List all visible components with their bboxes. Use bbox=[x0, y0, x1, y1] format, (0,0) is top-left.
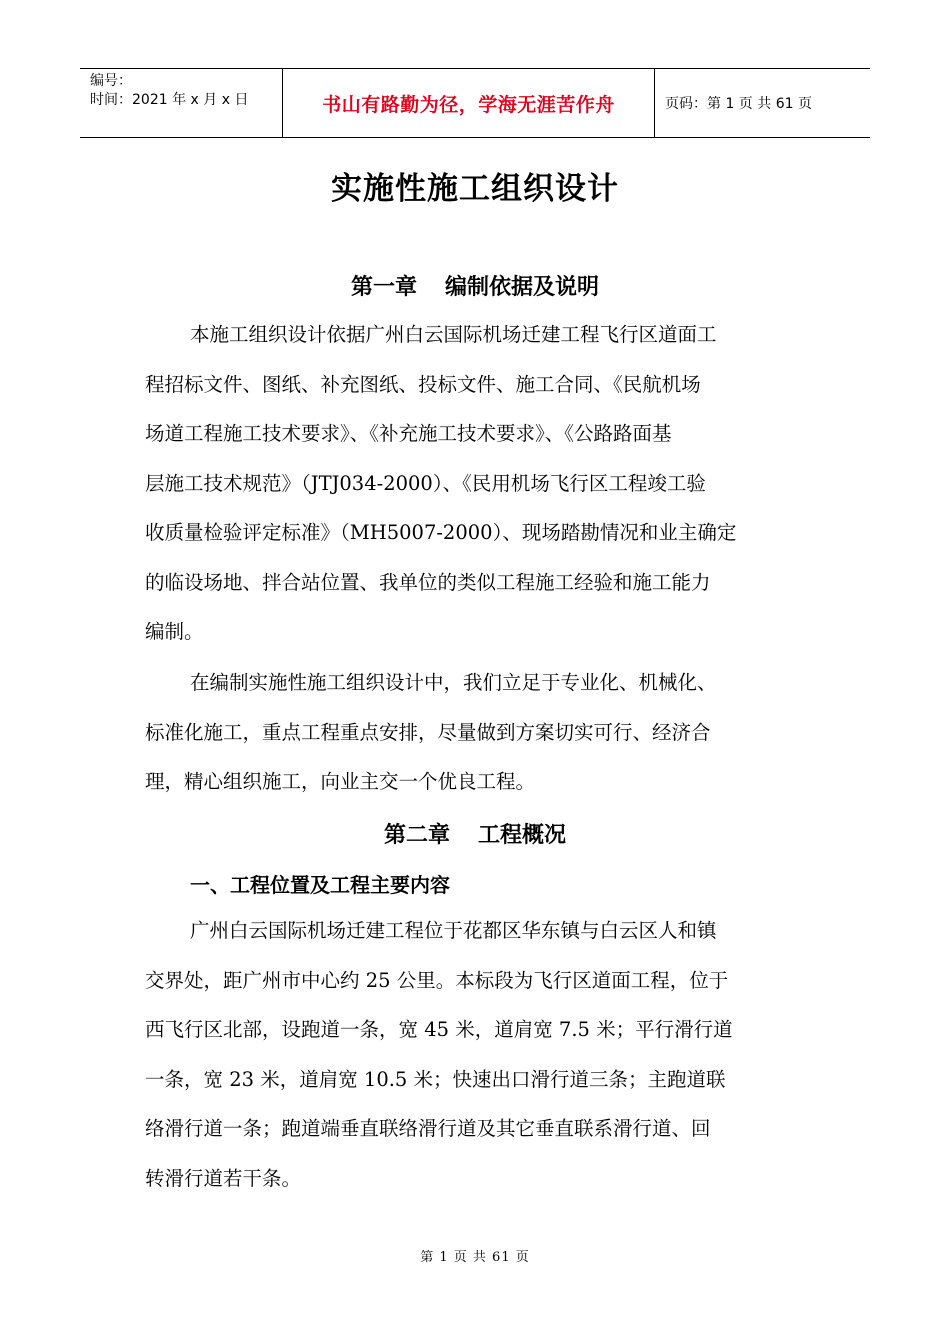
document-number-label: 编号： bbox=[90, 73, 132, 89]
paragraph-line: 的临设场地、拌合站位置、我单位的类似工程施工经验和施工能力 bbox=[145, 570, 711, 594]
chapter-1-paragraph-2 bbox=[145, 658, 807, 807]
paragraph-line: 本施工组织设计依据广州白云国际机场迁建工程飞行区道面工 bbox=[190, 323, 717, 346]
chapter-2-heading bbox=[0, 818, 950, 849]
chapter-1-number: 第一章 bbox=[350, 275, 417, 300]
paragraph-line: 一条，宽 23 米，道肩宽 10.5 米；快速出口滑行道三条；主跑道联 bbox=[145, 1067, 726, 1091]
header-table bbox=[80, 68, 870, 138]
chapter-1-paragraph-1 bbox=[145, 310, 807, 657]
document-title: 实施性施工组织设计 bbox=[331, 171, 619, 207]
paragraph-line: 场道工程施工技术要求》、《补充施工技术要求》、《公路路面基 bbox=[145, 422, 672, 445]
header-meta-cell bbox=[80, 69, 282, 137]
header-page-info: 页码：第 1 页 共 61 页 bbox=[665, 96, 812, 112]
paragraph-line: 转滑行道若干条。 bbox=[145, 1166, 302, 1190]
chapter-2-name: 工程概况 bbox=[478, 823, 567, 848]
chapter-2-number: 第二章 bbox=[383, 823, 450, 848]
header-motto: 书山有路勤为径，学海无涯苦作舟 bbox=[282, 69, 655, 137]
paragraph-line: 收质量检验评定标准》（MH5007-2000）、现场踏勘情况和业主确定 bbox=[145, 521, 737, 544]
paragraph-line: 广州白云国际机场迁建工程位于花都区华东镇与白云区人和镇 bbox=[190, 919, 717, 942]
paragraph-line: 编制。 bbox=[145, 620, 204, 643]
page-footer: 第 1 页 共 61 页 bbox=[420, 1250, 530, 1265]
section-1-heading: 一、工程位置及工程主要内容 bbox=[190, 873, 450, 897]
paragraph-line: 层施工技术规范》（JTJ034-2000）、《民用机场飞行区工程竣工验 bbox=[145, 471, 706, 495]
paragraph-line: 西飞行区北部，设跑道一条，宽 45 米，道肩宽 7.5 米；平行滑行道 bbox=[145, 1018, 733, 1041]
paragraph-line: 理，精心组织施工，向业主交一个优良工程。 bbox=[145, 770, 536, 793]
paragraph-line: 络滑行道一条；跑道端垂直联络滑行道及其它垂直联系滑行道、回 bbox=[145, 1117, 711, 1140]
chapter-1-heading bbox=[0, 270, 950, 301]
document-time-label: 时间：2021 年 x 月 x 日 bbox=[90, 92, 249, 108]
chapter-1-name: 编制依据及说明 bbox=[445, 275, 600, 300]
paragraph-line: 在编制实施性施工组织设计中，我们立足于专业化、机械化、 bbox=[190, 671, 717, 694]
paragraph-line: 程招标文件、图纸、补充图纸、投标文件、施工合同、《民航机场 bbox=[145, 372, 701, 396]
paragraph-line: 标准化施工，重点工程重点安排，尽量做到方案切实可行、经济合 bbox=[145, 720, 711, 744]
paragraph-line: 交界处，距广州市中心约 25 公里。本标段为飞行区道面工程，位于 bbox=[145, 968, 729, 992]
chapter-2-paragraph-1 bbox=[145, 906, 807, 1203]
